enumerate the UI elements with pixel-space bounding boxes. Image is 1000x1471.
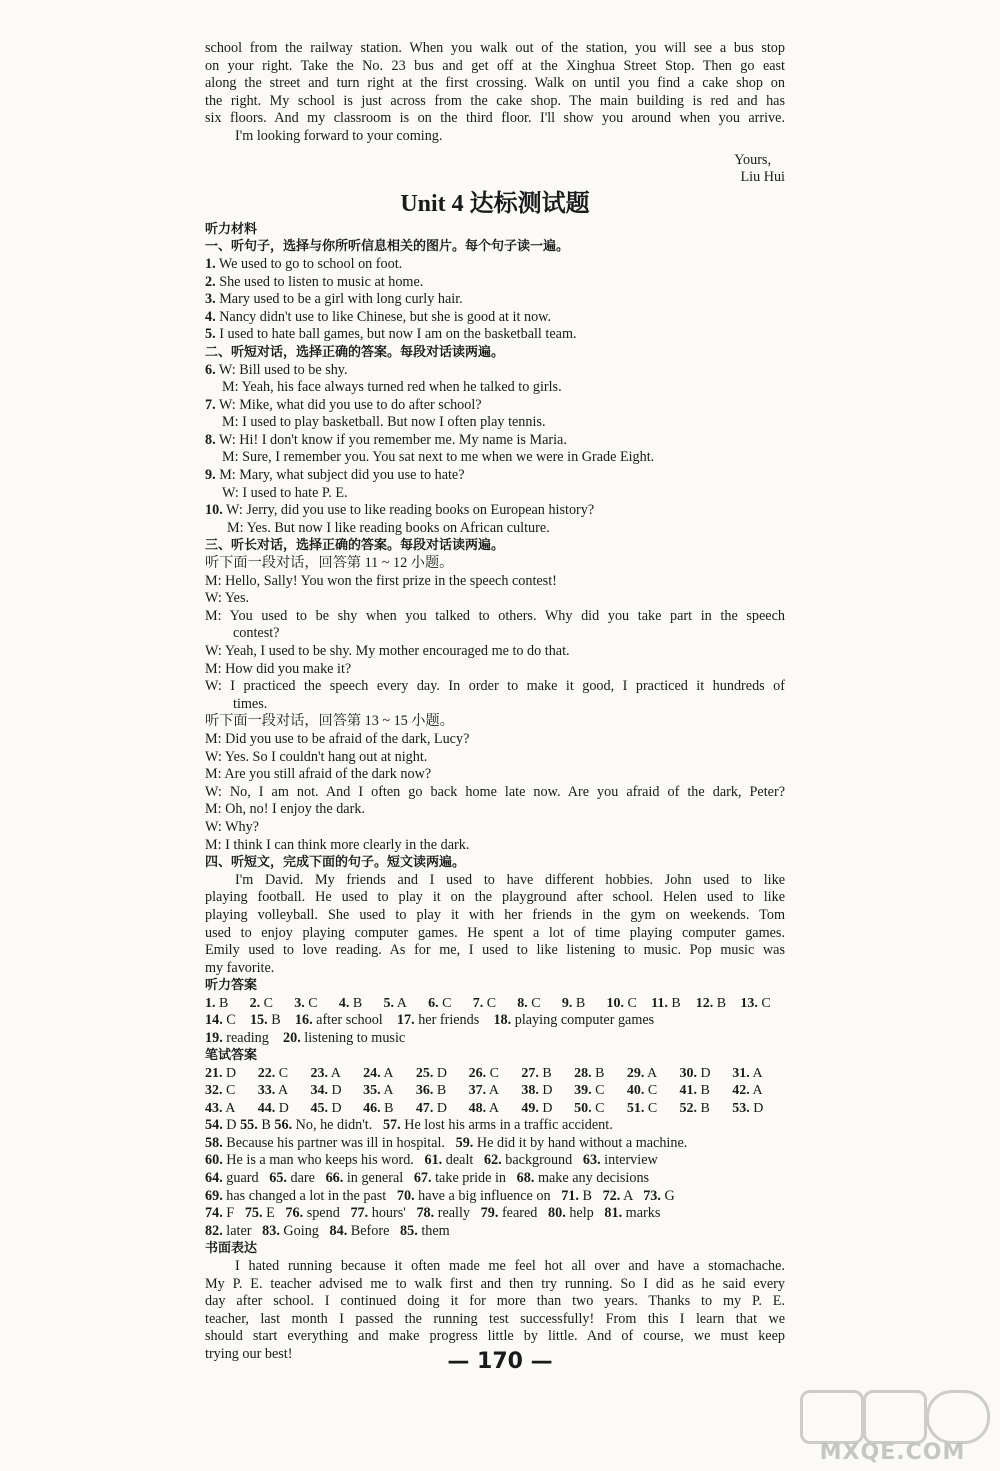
unit-title [205,189,785,219]
answer-cell: 21. D [205,1066,237,1082]
item-number: 3. [205,291,216,308]
dialogue-text: W: Jerry, did you use to like reading books on European history? [222,502,595,519]
answer-cell: 32. C [205,1083,236,1099]
answer-cell: 9. B [561,995,586,1011]
item-number: 5. [205,326,216,343]
answer-cell: 31. A [732,1066,763,1082]
document-page [205,40,785,1364]
answer-cell: 4. B [338,995,363,1011]
letter-line: along the street and turn right at the first crossing. Walk on until you find a cake shop on [205,75,785,92]
answer-cell: 51. C [626,1100,658,1116]
answer-cell: 49. D [521,1100,553,1116]
passage-line: playing football. He used to play it on the playground after school. Helen used to like [205,889,785,906]
answer-cell: 39. C [574,1083,605,1099]
dialogue-line: W: Yes. So I couldn't hang out at night. [205,748,428,765]
writing-line: day after school. I continued doing it for more than two years. Thanks to my P. E. [205,1293,785,1310]
dialogue-line [205,432,785,450]
page-number: — 170 — [447,1349,553,1374]
listening-answer-grid [205,995,785,1012]
answer-cell: 28. B [574,1066,605,1082]
dialogue-line: M: You used to be shy when you talked to others. Why did you take part in the speech [205,607,785,624]
part3-intro: 听下面一段对话，回答第 11 ~ 12 小题。 [205,555,454,572]
answer-cell: 34. D [310,1083,342,1099]
letter-line: six floors. And my classroom is on the third floor. I'll show you around when you arrive. [205,110,785,127]
answer-cell: 48. A [468,1100,499,1116]
item-text: Mary used to be a girl with long curly hair. [215,291,463,308]
dialogue-line: W: Why? [205,818,259,835]
dialogue-line: M: How did you make it? [205,660,352,677]
dialogue-text: W: Mike, what did you use to do after school? [215,396,482,413]
dialogue-line: M: I think I can think more clearly in the dark. [205,836,470,853]
dialogue-line: times. [233,695,268,712]
dialogue-line: M: Did you use to be afraid of the dark, Lucy? [205,730,470,747]
item-number: 8. [205,431,216,448]
passage-line: I'm David. My friends and I used to have different hobbies. John used to like [235,871,785,888]
answer-cell: 3. C [294,995,318,1011]
writing-line: teacher, last month I passed the running test successfully! From this I learn that we [205,1310,785,1327]
dialogue-line: M: Yes. But now I like reading books on African culture. [227,519,550,536]
writing-passage [205,1258,785,1364]
dialogue-line: W: No, I am not. And I often go back home late now. Are you afraid of the dark, Peter? [205,783,785,800]
answer-cell: 42. A [732,1083,763,1099]
letter-signature: Liu Hui [740,169,785,186]
letter-body [205,40,785,187]
part2-list [205,362,785,538]
item-number: 10. [205,502,223,519]
watermark-glyph-box [800,1390,864,1444]
dialogue-line [205,502,785,520]
listening-answer-line: 19. reading 20. listening to music [205,1029,406,1046]
written-answers-heading: 笔试答案 [205,1048,258,1064]
answer-cell: 10. C [606,995,637,1011]
dialogue-line: M: Sure, I remember you. You sat next to me when we were in Grade Eight. [222,449,655,466]
watermark-logo [790,1390,995,1470]
written-answer-line: 60. He is a man who keeps his word. 61. dealt 62. background 63. interview [205,1152,658,1169]
answer-cell: 41. B [679,1083,710,1099]
answer-cell: 2. C [249,995,273,1011]
dialogue-text: W: Bill used to be shy. [215,361,348,378]
list-item [205,326,785,344]
letter-signoff: Yours, [734,151,771,168]
dialogue-line: W: Yeah, I used to be shy. My mother encouraged me to do that. [205,643,570,659]
answer-cell: 38. D [521,1083,553,1099]
dialogue-line: M: Are you still afraid of the dark now? [205,766,432,783]
watermark-glyph-box [926,1390,990,1444]
writing-line: I hated running because it often made me feel hot all over and have a stomachache. [235,1258,785,1275]
answer-cell: 40. C [626,1083,658,1099]
dialogue-line: M: Yeah, his face always turned red when he talked to girls. [222,379,562,396]
answer-cell: 53. D [732,1100,764,1116]
watermark-text: MXQE.COM [819,1440,966,1465]
answer-cell: 27. B [521,1066,552,1082]
answer-cell: 6. C [428,995,452,1011]
item-number: 1. [205,255,216,272]
part1-list [205,256,785,344]
written-answer-line: 64. guard 65. dare 66. in general 67. take pride in 68. make any decisions [205,1170,650,1187]
answer-cell: 29. A [626,1066,658,1082]
answer-cell: 1. B [205,995,229,1011]
letter-line: the right. My school is just across from the cake shop. The main building is red and has [205,92,785,109]
answer-cell: 50. C [574,1100,605,1116]
unit-title-text: Unit 4 达标测试题 [400,190,590,217]
dialogue-text: M: Mary, what subject did you use to hate? [215,467,465,484]
dialogue-line: contest? [233,625,280,642]
list-item [205,274,785,292]
part2-heading: 二、听短对话，选择正确的答案。每段对话读两遍。 [205,344,505,360]
answer-cell: 30. D [679,1066,711,1082]
written-answer-line: 82. later 83. Going 84. Before 85. them [205,1222,450,1239]
item-text: I used to hate ball games, but now I am on the basketball team. [215,326,577,343]
part1-heading: 一、听句子，选择与你所听信息相关的图片。每个句子读一遍。 [205,239,570,255]
answer-cell: 24. A [363,1066,394,1082]
long-dialogue-1 [205,573,785,714]
answer-cell: 33. A [257,1083,289,1099]
watermark-glyph-box [863,1390,927,1444]
dialogue-line [205,467,785,485]
written-answer-line: 74. F 75. E 76. spend 77. hours' 78. really 79. feared 80. help 81. marks [205,1205,661,1222]
dialogue-line [205,362,785,380]
letter-closing: I'm looking forward to your coming. [235,127,443,144]
passage-line: playing volleyball. She used to play it with her friends in the gym on weekends. Tom [205,906,785,923]
dialogue-text: W: Hi! I don't know if you remember me. My name is Maria. [215,431,567,448]
answer-cell: 12. B [695,995,727,1011]
part4-passage [205,872,785,978]
dialogue-line: W: I used to hate P. E. [222,484,348,501]
answer-cell: 26. C [468,1066,499,1082]
item-number: 7. [205,396,216,413]
item-text: She used to listen to music at home. [215,273,424,290]
dialogue-line: M: Oh, no! I enjoy the dark. [205,801,365,818]
dialogue-line: M: I used to play basketball. But now I often play tennis. [222,414,546,431]
answer-cell: 22. C [257,1066,289,1082]
answer-cell: 11. B [651,995,681,1011]
writing-line: trying our best! [205,1346,293,1362]
answer-cell: 35. A [363,1083,394,1099]
passage-line: my favorite. [205,959,275,976]
watermark-glyphs [800,1390,985,1440]
part3-intro: 听下面一段对话，回答第 13 ~ 15 小题。 [205,713,454,730]
part3-heading: 三、听长对话，选择正确的答案。每段对话读两遍。 [205,538,505,554]
list-item [205,309,785,327]
answer-cell: 5. A [383,995,407,1011]
written-answer-line: 58. Because his partner was ill in hospital. 59. He did it by hand without a machine. [205,1134,688,1151]
answer-cell: 8. C [517,995,541,1011]
writing-line: should start everything and make progress little by little. And of course, we must keep [205,1328,785,1345]
answer-cell: 47. D [415,1100,448,1116]
passage-line: Emily used to love reading. As for me, I used to like listening to music. Pop music was [205,942,785,959]
written-answer-lines [205,1117,785,1240]
list-item [205,256,785,274]
written-answer-line: 54. D 55. B 56. No, he didn't. 57. He lost his arms in a traffic accident. [205,1117,613,1134]
written-answer-grid [205,1065,785,1117]
answer-cell: 46. B [363,1100,394,1116]
written-answer-line: 69. has changed a lot in the past 70. have a big influence on 71. B 72. A 73. G [205,1187,675,1204]
answer-cell: 13. C [740,995,771,1011]
item-number: 6. [205,361,216,378]
answer-cell: 36. B [415,1083,447,1099]
answer-cell: 44. D [257,1100,289,1116]
item-text: Nancy didn't use to like Chinese, but she is good at it now. [215,308,552,325]
answer-cell: 23. A [310,1066,341,1082]
item-number: 2. [205,273,216,290]
answer-cell: 37. A [468,1083,499,1099]
answer-cell: 45. D [310,1100,342,1116]
answer-cell: 25. D [415,1066,448,1082]
item-number: 4. [205,308,216,325]
answer-cell: 7. C [472,995,497,1011]
passage-line: used to enjoy playing computer games. He spent a lot of time playing computer games. [205,924,785,941]
dialogue-line [205,397,785,415]
letter-line: school from the railway station. When you walk out of the station, you will see a bus stop [205,40,785,56]
answer-cell: 52. B [679,1100,710,1116]
answer-cell: 43. A [205,1100,236,1116]
long-dialogue-2 [205,731,785,854]
writing-line: My P. E. teacher advised me to walk first and then try running. So I did as he said every [205,1275,785,1292]
list-item [205,291,785,309]
item-number: 9. [205,467,216,484]
part4-heading: 四、听短文，完成下面的句子。短文读两遍。 [205,855,466,871]
listening-answers-heading: 听力答案 [205,978,258,994]
dialogue-line: W: I practiced the speech every day. In order to make it good, I practiced it hundreds of [205,678,785,695]
dialogue-line: W: Yes. [205,590,250,607]
item-text: We used to go to school on foot. [215,255,403,272]
dialogue-line: M: Hello, Sally! You won the first prize in the speech contest! [205,572,557,589]
listening-answer-line: 14. C 15. B 16. after school 17. her friends 18. playing computer games [205,1012,655,1029]
listening-material-heading: 听力材料 [205,221,258,237]
writing-heading: 书面表达 [205,1241,258,1257]
letter-line: on your right. Take the No. 23 bus and get off at the Xinghua Street Stop. Then go east [205,57,785,74]
